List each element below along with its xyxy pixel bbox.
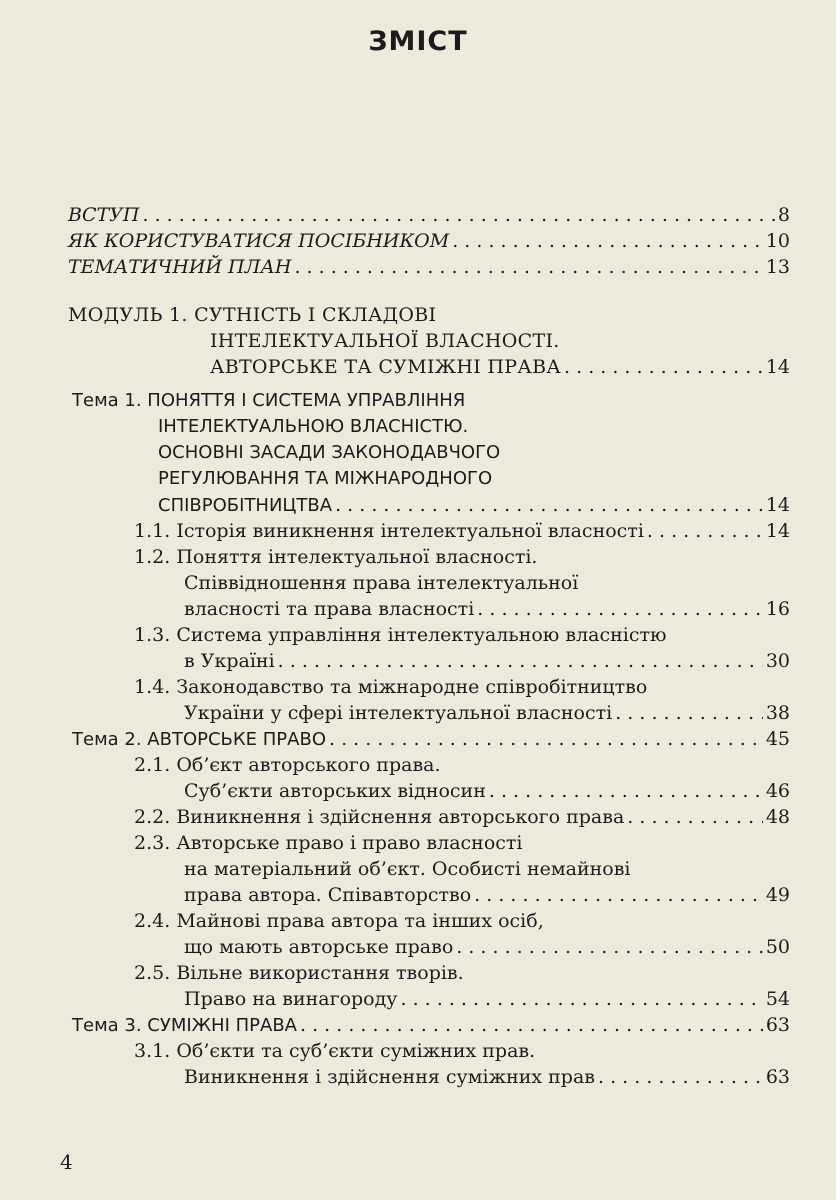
leader-dots (456, 934, 763, 960)
leader-dots (300, 1012, 763, 1038)
toc-entry-tema2[interactable] (0, 726, 836, 752)
leader-dots (564, 354, 763, 380)
toc-entry-2-5[interactable] (0, 960, 836, 1012)
toc-page-number: 50 (765, 936, 790, 958)
toc-entry-text: що мають авторське право (184, 936, 454, 958)
toc-entry-text: Історія виникнення інтелектуальної власності (176, 520, 644, 542)
toc-entry-vstup[interactable] (0, 202, 836, 228)
toc-entry-text: Авторське право і право власності (176, 832, 523, 854)
table-of-contents (0, 202, 836, 1090)
toc-entry-2-1[interactable] (0, 752, 836, 804)
toc-entry-text: АВТОРСЬКЕ ТА СУМІЖНІ ПРАВА (210, 356, 562, 378)
toc-entry-tema1[interactable] (0, 388, 836, 518)
toc-entry-3-1[interactable] (0, 1038, 836, 1090)
leader-dots (142, 202, 774, 228)
toc-entry-text: СПІВРОБІТНИЦТВА (158, 495, 333, 516)
toc-entry-text: права автора. Співавторство (184, 884, 472, 906)
toc-entry-1-2[interactable] (0, 544, 836, 622)
toc-page-number: 14 (765, 494, 790, 516)
toc-page-number: 46 (765, 780, 790, 802)
section-number: 1.4. (134, 676, 171, 698)
toc-entry-text: власності та права власності (184, 598, 475, 620)
page-number: 4 (60, 1150, 73, 1174)
toc-entry-text: ОСНОВНІ ЗАСАДИ ЗАКОНОДАВЧОГО (158, 442, 501, 463)
section-number: 2.1. (134, 754, 171, 776)
toc-page-number: 16 (765, 598, 790, 620)
toc-entry-text: Законодавство та міжнародне співробітництво (176, 676, 648, 698)
toc-entry-text: ТЕМАТИЧНИЙ ПЛАН (68, 256, 292, 278)
toc-entry-text: РЕГУЛЮВАННЯ ТА МІЖНАРОДНОГО (158, 468, 493, 489)
section-number: 2.4. (134, 910, 171, 932)
toc-page-number: 48 (765, 806, 790, 828)
toc-entry-text: Тема 1. ПОНЯТТЯ І СИСТЕМА УПРАВЛІННЯ (72, 390, 466, 411)
leader-dots (335, 492, 763, 518)
leader-dots (294, 254, 762, 280)
toc-entry-1-3[interactable] (0, 622, 836, 674)
toc-page-number: 14 (765, 520, 790, 542)
toc-entry-text: Суб’єкти авторських відносин (184, 780, 486, 802)
toc-page-number: 45 (765, 728, 790, 750)
toc-page-number: 54 (765, 988, 790, 1010)
toc-page-number: 8 (777, 204, 790, 226)
leader-dots (452, 228, 763, 254)
section-number: 3.1. (134, 1040, 171, 1062)
toc-page-number: 13 (765, 256, 790, 278)
toc-page-number: 14 (765, 356, 790, 378)
leader-dots (401, 986, 763, 1012)
section-number: 2.5. (134, 962, 171, 984)
toc-entry-text: Виникнення і здійснення авторського права (176, 806, 625, 828)
toc-entry-text: Система управління інтелектуальною власністю (176, 624, 667, 646)
toc-entry-text: Об’єкти та суб’єкти суміжних прав. (176, 1040, 536, 1062)
leader-dots (477, 596, 763, 622)
toc-entry-text: Тема 3. СУМІЖНІ ПРАВА (72, 1015, 297, 1036)
toc-entry-text: ЯК КОРИСТУВАТИСЯ ПОСІБНИКОМ (68, 230, 450, 252)
toc-entry-text: ВСТУП (68, 204, 140, 226)
section-number: 2.3. (134, 832, 171, 854)
toc-entry-text: Вільне використання творів. (176, 962, 464, 984)
page-title: ЗМІСТ (368, 26, 468, 57)
toc-entry-1-1[interactable] (0, 518, 836, 544)
section-number: 2.2. (134, 806, 171, 828)
toc-entry-2-4[interactable] (0, 908, 836, 960)
toc-entry-1-4[interactable] (0, 674, 836, 726)
leader-dots (278, 648, 763, 674)
toc-entry-text: Виникнення і здійснення суміжних прав (184, 1066, 595, 1088)
leader-dots (647, 518, 763, 544)
toc-entry-text: МОДУЛЬ 1. СУТНІСТЬ І СКЛАДОВІ (68, 304, 437, 326)
toc-entry-text: в Україні (184, 650, 275, 672)
toc-entry-tema3[interactable] (0, 1012, 836, 1038)
toc-entry-text: Право на винагороду (184, 988, 398, 1010)
toc-entry-text: України у сфері інтелектуальної власності (184, 702, 613, 724)
toc-entry-text: Співвідношення права інтелектуальної (184, 572, 579, 594)
toc-entry-text: Об’єкт авторського права. (176, 754, 441, 776)
toc-entry-yak[interactable] (0, 228, 836, 254)
toc-entry-modul1[interactable] (0, 302, 836, 380)
leader-dots (627, 804, 763, 830)
toc-page-number: 30 (765, 650, 790, 672)
toc-entry-2-2[interactable] (0, 804, 836, 830)
toc-page-number: 49 (765, 884, 790, 906)
toc-entry-text: на матеріальний об’єкт. Особисті немайнові (184, 858, 631, 880)
leader-dots (615, 700, 763, 726)
leader-dots (329, 726, 763, 752)
section-number: 1.1. (134, 520, 171, 542)
toc-entry-plan[interactable] (0, 254, 836, 280)
toc-entry-2-3[interactable] (0, 830, 836, 908)
toc-entry-text: ІНТЕЛЕКТУАЛЬНОЮ ВЛАСНІСТЮ. (158, 416, 469, 437)
toc-page-number: 38 (765, 702, 790, 724)
toc-entry-text: Майнові права автора та інших осіб, (176, 910, 544, 932)
section-number: 1.3. (134, 624, 171, 646)
toc-page-number: 10 (765, 230, 790, 252)
toc-entry-text: Поняття інтелектуальної власності. (176, 546, 538, 568)
leader-dots (598, 1064, 763, 1090)
toc-page-number: 63 (765, 1014, 790, 1036)
toc-page-number: 63 (765, 1066, 790, 1088)
leader-dots (474, 882, 763, 908)
section-number: 1.2. (134, 546, 171, 568)
toc-entry-text: Тема 2. АВТОРСЬКЕ ПРАВО (72, 729, 326, 750)
toc-entry-text: ІНТЕЛЕКТУАЛЬНОЇ ВЛАСНОСТІ. (210, 330, 560, 352)
leader-dots (489, 778, 763, 804)
